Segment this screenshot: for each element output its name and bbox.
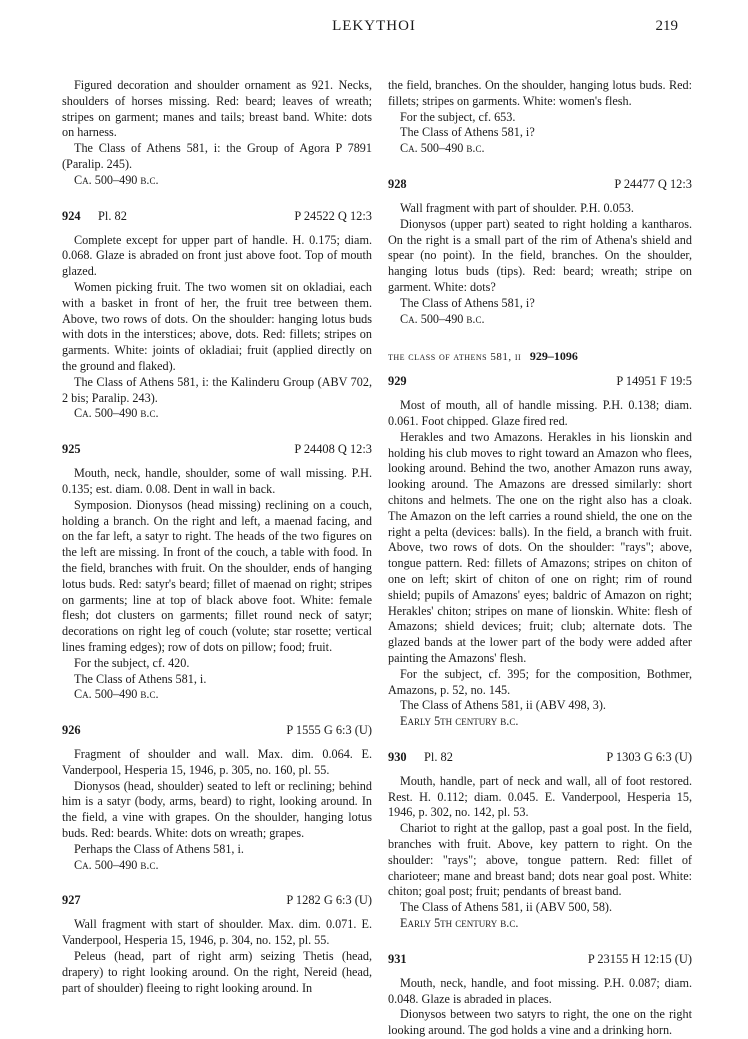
inventory-ref: P 14951 F 19:5: [616, 374, 692, 389]
paragraph: Mouth, neck, handle, shoulder, some of wall missing. P.H. 0.135; est. diam. 0.08. Dent in wall in back.: [62, 466, 372, 496]
left-column: [62, 78, 372, 996]
date-line: Ca. 500–490 b.c.: [74, 687, 159, 702]
paragraph: Herakles and two Amazons. Herakles in his lionskin and holding his club moves to right toward an Amazon who flees, looking around. Behind the two, another Amazon runs away, looking around. The Amazons are dressed similarly: short chitons and helmets. The one on the right also has a cloak. The Amazon on the left carries a round shield, the one on the right a pelta (devices: balls). In the field, a branch with fruit. Above, two rows of dots. On the shoulder: "rays"; above, tongue pattern. Red: fillets of Amazons; stripes on chiton of one on left; skirt of chiton of one on right; rim of round shield; pupils of Amazons' eyes; baldric of Amazon on right; Herakles' chiton; stripes on mane of lionskin. White: flesh of Amazons; shield devices; fruit; club; alternate dots. The glazed bands at the lower part of the body were added after painting the Amazons' flesh.: [388, 429, 692, 665]
paragraph: Mouth, handle, part of neck and wall, all of foot restored. Rest. H. 0.112; diam. 0.045. E. Vanderpool, Hesperia 15, 1946, p. 302, no. 142, pl. 53.: [388, 773, 692, 820]
paragraph: Perhaps the Class of Athens 581, i.: [74, 841, 244, 856]
entry-header: [388, 374, 692, 390]
paragraph: The Class of Athens 581, ii (ABV 500, 58).: [400, 900, 613, 915]
paragraph: Wall fragment with part of shoulder. P.H. 0.053.: [400, 200, 634, 215]
entry-header: [62, 723, 372, 739]
entry-number: 930: [388, 749, 407, 764]
entry-number: 931: [388, 951, 407, 966]
paragraph: Dionysos (upper part) seated to right holding a kantharos. On the right is a small part of the rim of Athena's shield and spear (no point). In the field, branches. On the shoulder, hanging lotus buds (tips). Red: beard; wreath; stripe on garment. White: dots?: [388, 216, 692, 294]
entry-number: 925: [62, 442, 81, 457]
paragraph: The Class of Athens 581, i: the Kalinderu Group (ABV 702, 2 bis; Paralip. 243).: [62, 374, 372, 405]
paragraph: Fragment of shoulder and wall. Max. dim. 0.064. E. Vanderpool, Hesperia 15, 1946, p. 305, no. 160, pl. 55.: [62, 747, 372, 777]
paragraph: Chariot to right at the gallop, past a goal post. In the field, branches with fruit. Above, key pattern to right. On the shoulder: "rays"; above, tongue pattern. Red: fillet of charioteer; mane and breast band; dots near goal post. White: chiton; goal post; fruit; pendants of breast band.: [388, 821, 692, 899]
paragraph: Symposion. Dionysos (head missing) reclining on a couch, holding a branch. On the right and left, a maenad facing, and on the far left, a satyr to right. The heads of the two figures on the left are missing. In front of the couch, a table with food. In the field, branches with fruit. On the shoulder, ends of hanging lotus buds. Red: satyr's beard; fillet of maenad on right; stripes on garments; line at top of black above foot. White: female flesh; dot clusters on garments; fillet round neck of satyr; decorations on right leg of couch (volute; star rosette; vertical lines framing edges); row of dots on pillow; food; fruit.: [62, 497, 372, 654]
right-column: [388, 78, 692, 1039]
paragraph: Figured decoration and shoulder ornament as 921. Necks, shoulders of horses missing. Red: beard; leaves of wreath; stripes on garment; manes and tails; breast band. White: dots on harness.: [62, 78, 372, 140]
date-line: Early 5th century b.c.: [400, 714, 519, 729]
entry-number: 928: [388, 176, 407, 191]
paragraph: For the subject, cf. 395; for the composition, Bothmer, Amazons, p. 52, no. 145.: [388, 666, 692, 697]
plate-ref: Pl. 82: [98, 208, 127, 223]
inventory-ref: P 1555 G 6:3 (U): [286, 723, 372, 738]
paragraph: The Class of Athens 581, i?: [400, 295, 535, 310]
inventory-ref: P 24477 Q 12:3: [614, 176, 692, 191]
paragraph: The Class of Athens 581, i?: [400, 125, 535, 140]
paragraph: the field, branches. On the shoulder, hanging lotus buds. Red: fillets; stripes on garments. White: women's flesh.: [388, 78, 692, 108]
paragraph: For the subject, cf. 653.: [400, 109, 516, 124]
paragraph: Dionysos between two satyrs to right, the one on the right looking around. The god holds a vine and a drinking horn.: [388, 1007, 692, 1038]
inventory-ref: P 1282 G 6:3 (U): [286, 893, 372, 908]
paragraph: Peleus (head, part of right arm) seizing Thetis (head, drapery) to right looking around. On the right, Nereid (head, part of shoulder) fleeing to right looking around. In: [62, 949, 372, 995]
page-number: 219: [655, 18, 678, 34]
class-heading-label: the class of athens 581, ii: [388, 351, 522, 364]
paragraph: Complete except for upper part of handle. H. 0.175; diam. 0.068. Glaze is abraded on front just above foot. Top of mouth glazed.: [62, 232, 372, 279]
plate-ref: Pl. 82: [424, 749, 453, 764]
running-head: [0, 16, 748, 38]
entry-header: [62, 442, 372, 458]
entry-number: 927: [62, 893, 81, 908]
entry-header: [62, 209, 372, 225]
date-line: Ca. 500–490 b.c.: [74, 857, 159, 872]
inventory-ref: P 1303 G 6:3 (U): [606, 749, 692, 764]
inventory-ref: P 24522 Q 12:3: [294, 208, 372, 223]
paragraph: Most of mouth, all of handle missing. P.H. 0.138; diam. 0.061. Foot chipped. Glaze fired red.: [388, 398, 692, 428]
paragraph: Mouth, neck, handle, and foot missing. P.H. 0.087; diam. 0.048. Glaze is abraded in places.: [388, 975, 692, 1006]
paragraph: Dionysos (head, shoulder) seated to left or reclining; behind him is a satyr (body, arms, beard) to right, looking around. In the field, a vine with grapes. On the shoulder, hanging lotus buds. Red: beards. White: dots on wreath; grapes.: [62, 778, 372, 841]
inventory-ref: P 23155 H 12:15 (U): [587, 951, 692, 966]
date-line: Ca. 500–490 b.c.: [400, 311, 485, 326]
date-line: Early 5th century b.c.: [400, 916, 519, 931]
inventory-ref: P 24408 Q 12:3: [294, 442, 372, 457]
paragraph: The Class of Athens 581, i: the Group of Agora P 7891 (Paralip. 245).: [62, 141, 372, 171]
class-heading: [388, 349, 692, 366]
running-title: LEKYTHOI: [332, 18, 416, 34]
entry-header: [62, 893, 372, 909]
date-line: Ca. 500–490 b.c.: [400, 141, 485, 156]
date-line: Ca. 500–490 b.c.: [74, 406, 159, 421]
entry-header: [388, 177, 692, 193]
paragraph: The Class of Athens 581, ii (ABV 498, 3).: [400, 698, 606, 713]
class-heading-range: 929–1096: [529, 349, 578, 364]
entry-number: 929: [388, 374, 407, 389]
entry-number: 926: [62, 723, 81, 738]
paragraph: Wall fragment with start of shoulder. Max. dim. 0.071. E. Vanderpool, Hesperia 15, 1946, p. 304, no. 152, pl. 55.: [62, 917, 372, 948]
paragraph: The Class of Athens 581, i.: [74, 671, 207, 686]
entry-number: 924: [62, 208, 81, 223]
paragraph: For the subject, cf. 420.: [74, 655, 190, 670]
entry-header: [388, 750, 692, 766]
entry-header: [388, 952, 692, 968]
date-line: Ca. 500–490 b.c.: [74, 172, 159, 187]
paragraph: Women picking fruit. The two women sit on okladiai, each with a basket in front of her, the fruit tree between them. Above, two rows of dots. On the shoulder: hanging lotus buds with dots in the interstices; above, dots. Red: fillets; stripes on garments. White: joints of okladiai; fruit (applied directly on the ground and flaked).: [62, 279, 372, 373]
